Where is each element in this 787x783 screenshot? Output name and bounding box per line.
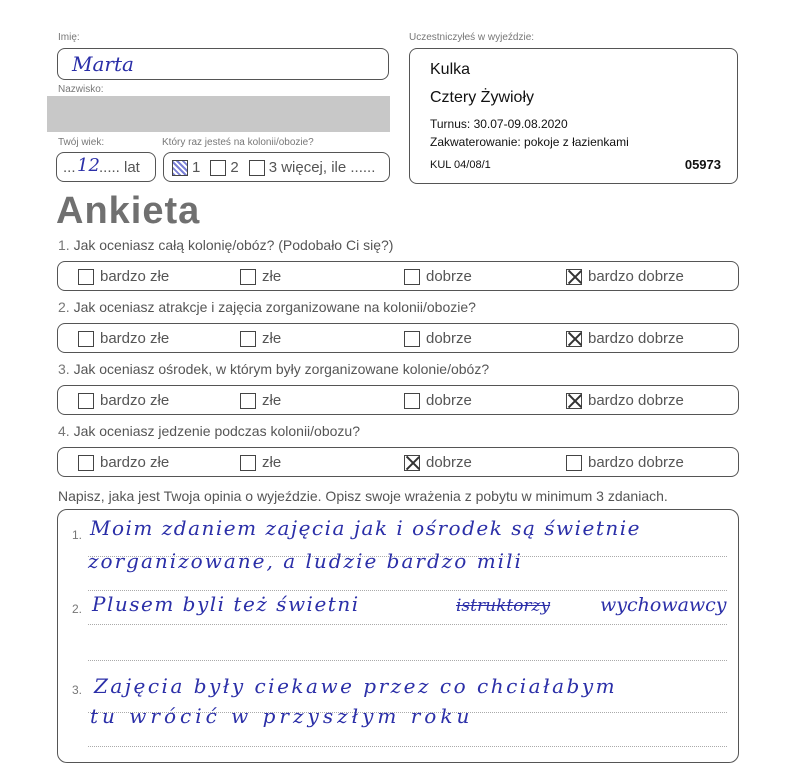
times-1-checkbox[interactable] [172,160,188,176]
rating-label: bardzo dobrze [588,454,684,471]
rating-option[interactable] [404,330,472,347]
handwriting-line-1: Moim zdaniem zajęcia jak i ośrodek są świetnie [90,516,642,540]
question-4-options [57,447,739,477]
rating-option[interactable] [78,392,169,409]
rating-option[interactable] [404,392,472,409]
rating-option[interactable] [78,268,169,285]
question-label: Jak oceniasz jedzenie podczas kolonii/obozu? [73,423,360,439]
handwriting-line-2: zorganizowane, a ludzie bardzo mili [88,549,523,573]
rating-checkbox[interactable] [240,455,256,471]
rating-label: bardzo złe [100,330,170,347]
trip-turnus: Turnus: 30.07-09.08.2020 [430,117,568,131]
surname-redaction [47,96,390,132]
rating-checkbox[interactable] [78,455,94,471]
writing-line [88,660,727,661]
rating-option[interactable] [78,454,169,471]
trip-info-box [409,48,738,184]
opinion-number-1: 1. [72,528,83,542]
age-field[interactable] [56,152,156,182]
times-2-checkbox[interactable] [210,160,226,176]
question-1-text [58,237,393,253]
question-3-text [58,361,489,377]
rating-option[interactable] [566,330,684,347]
writing-line [88,624,727,625]
rating-label: dobrze [426,454,472,471]
rating-checkbox[interactable] [404,331,420,347]
question-label: Jak oceniasz ośrodek, w którym były zorganizowane kolonie/obóz? [73,361,490,377]
age-label: Twój wiek: [58,137,105,148]
trip-program: Cztery Żywioły [430,89,535,106]
trip-lodging: Zakwaterowanie: pokoje z łazienkami [430,135,629,149]
handwriting-line-4: Zajęcia były ciekawe przez co chciałabym [94,674,618,698]
rating-checkbox[interactable] [240,331,256,347]
handwriting-line-3a: Plusem byli też świetni [92,592,360,616]
handwriting-line-5: tu wrócić w przyszłym roku [90,704,474,728]
rating-label: bardzo dobrze [588,330,684,347]
rating-checkbox[interactable] [78,393,94,409]
rating-checkbox[interactable] [240,269,256,285]
rating-option[interactable] [240,268,281,285]
age-prefix: ... [63,159,76,176]
rating-label: bardzo złe [100,392,170,409]
rating-checkbox[interactable] [566,393,582,409]
question-2-text [58,299,476,315]
surname-label: Nazwisko: [58,84,104,95]
writing-line [88,746,727,747]
rating-label: złe [262,454,282,471]
times-label: Który raz jesteś na kolonii/obozie? [162,137,314,148]
times-1-label: 1 [192,159,201,176]
trip-label: Uczestniczyłeś w wyjeździe: [409,32,535,43]
question-label: Jak oceniasz całą kolonię/obóz? (Podobało Ci się?) [73,237,394,253]
rating-option[interactable] [240,454,281,471]
trip-code: KUL 04/08/1 [430,159,491,171]
trip-number: 05973 [684,157,721,172]
writing-line [88,590,727,591]
rating-label: bardzo dobrze [588,392,684,409]
rating-checkbox[interactable] [78,269,94,285]
rating-checkbox[interactable] [404,393,420,409]
times-2-label: 2 [230,159,239,176]
question-label: Jak oceniasz atrakcje i zajęcia zorganizowane na kolonii/obozie? [73,299,476,315]
handwriting-crossed-word: istruktorzy [456,596,551,616]
question-number: 1. [58,237,70,253]
opinion-prompt: Napisz, jaka jest Twoja opinia o wyjeździe. Opisz swoje wrażenia z pobytu w minimum 3 zdaniach. [58,488,668,504]
times-field [163,152,390,182]
rating-label: bardzo dobrze [588,268,684,285]
age-suffix: ..... lat [99,159,140,176]
rating-checkbox[interactable] [566,269,582,285]
trip-name: Kulka [430,61,471,78]
rating-option[interactable] [566,454,684,471]
rating-option[interactable] [78,330,169,347]
question-2-options [57,323,739,353]
rating-label: dobrze [426,268,472,285]
rating-label: bardzo złe [100,268,170,285]
rating-checkbox[interactable] [240,393,256,409]
handwriting-line-3c: wychowawcy [600,594,727,616]
opinion-number-3: 3. [72,683,83,697]
question-4-text [58,423,360,439]
rating-label: dobrze [426,392,472,409]
rating-checkbox[interactable] [566,331,582,347]
age-value: 12 [77,155,100,176]
rating-label: dobrze [426,330,472,347]
name-label: Imię: [58,32,80,43]
page-title: Ankieta [56,190,201,232]
rating-checkbox[interactable] [566,455,582,471]
times-3-label: 3 więcej, ile ...... [268,159,376,176]
question-number: 3. [58,361,70,377]
rating-option[interactable] [566,268,684,285]
rating-checkbox[interactable] [404,269,420,285]
name-value: Marta [72,52,134,76]
rating-label: bardzo złe [100,454,170,471]
question-3-options [57,385,739,415]
rating-label: złe [262,392,282,409]
rating-option[interactable] [566,392,684,409]
rating-label: złe [262,268,282,285]
times-3-checkbox[interactable] [249,160,265,176]
rating-checkbox[interactable] [78,331,94,347]
question-number: 4. [58,423,70,439]
rating-option[interactable] [404,454,472,471]
question-1-options [57,261,739,291]
rating-option[interactable] [240,392,281,409]
rating-label: złe [262,330,282,347]
rating-option[interactable] [404,268,472,285]
rating-option[interactable] [240,330,281,347]
opinion-number-2: 2. [72,602,83,616]
question-number: 2. [58,299,70,315]
name-field[interactable] [57,48,389,80]
rating-checkbox[interactable] [404,455,420,471]
